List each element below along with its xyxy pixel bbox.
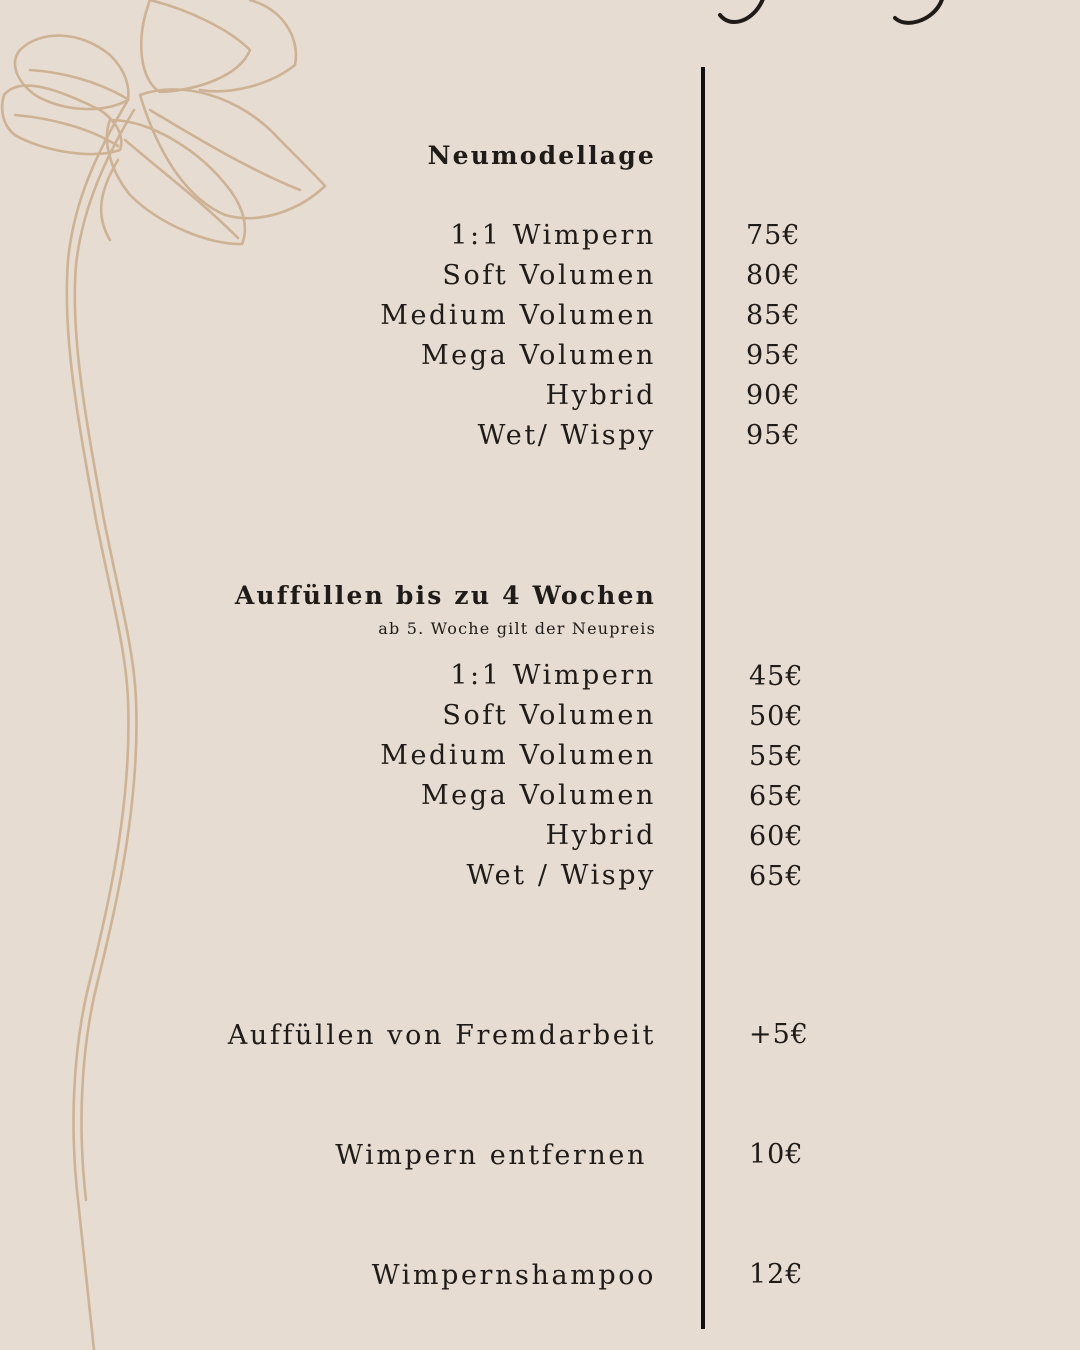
service-name: 1:1 Wimpern bbox=[450, 220, 656, 251]
service-name: Mega Volumen bbox=[420, 780, 656, 811]
service-price: 45€ bbox=[749, 661, 804, 692]
service-price: 95€ bbox=[746, 340, 801, 371]
service-price: 55€ bbox=[749, 741, 804, 772]
section-title-neumodellage: Neumodellage bbox=[427, 141, 656, 170]
service-name: Hybrid bbox=[545, 820, 656, 851]
service-price: 90€ bbox=[746, 380, 801, 411]
service-name: Wet / Wispy bbox=[466, 860, 656, 891]
extra-service-name: Auffüllen von Fremdarbeit bbox=[227, 1020, 656, 1051]
service-name: 1:1 Wimpern bbox=[450, 660, 656, 691]
extra-service-price: 12€ bbox=[749, 1259, 804, 1290]
service-price: 85€ bbox=[746, 300, 801, 331]
section-title-auffuellen: Auffüllen bis zu 4 Wochen bbox=[234, 581, 656, 610]
extra-service-name: Wimpern entfernen bbox=[335, 1140, 647, 1171]
section-note: ab 5. Woche gilt der Neupreis bbox=[378, 619, 656, 638]
service-name: Medium Volumen bbox=[380, 740, 656, 771]
column-divider bbox=[701, 67, 705, 1329]
extra-service-price: 10€ bbox=[749, 1139, 804, 1170]
service-price: 75€ bbox=[746, 220, 801, 251]
service-price: 65€ bbox=[749, 861, 804, 892]
service-price: 95€ bbox=[746, 420, 801, 451]
service-name: Wet/ Wispy bbox=[477, 420, 656, 451]
service-name: Soft Volumen bbox=[442, 260, 656, 291]
service-name: Mega Volumen bbox=[420, 340, 656, 371]
extra-service-price: +5€ bbox=[749, 1019, 809, 1050]
service-price: 65€ bbox=[749, 781, 804, 812]
service-price: 80€ bbox=[746, 260, 801, 291]
service-name: Medium Volumen bbox=[380, 300, 656, 331]
service-name: Hybrid bbox=[545, 380, 656, 411]
service-price: 60€ bbox=[749, 821, 804, 852]
service-price: 50€ bbox=[749, 701, 804, 732]
script-lettering-decoration bbox=[700, 0, 1020, 30]
extra-service-name: Wimpernshampoo bbox=[371, 1260, 656, 1291]
service-name: Soft Volumen bbox=[442, 700, 656, 731]
flower-illustration bbox=[0, 0, 340, 1350]
